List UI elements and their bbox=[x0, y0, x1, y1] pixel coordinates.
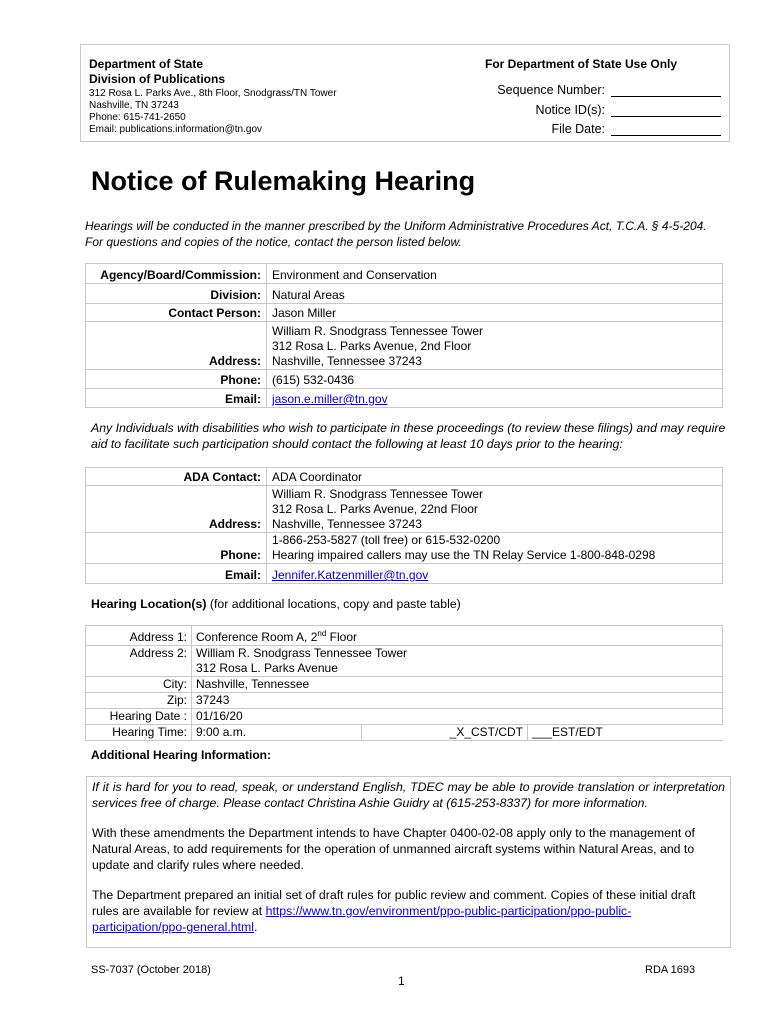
address-line: Nashville, Tennessee 37243 bbox=[272, 517, 422, 531]
address1-value bbox=[192, 626, 723, 646]
page-number: 1 bbox=[398, 974, 405, 988]
ada-email-label: Email: bbox=[86, 564, 267, 584]
address1-label: Address 1: bbox=[86, 626, 192, 646]
dept-address: 312 Rosa L. Parks Ave., 8th Floor, Snodgrass/TN Tower bbox=[89, 88, 337, 99]
hearing-location-table bbox=[85, 625, 723, 741]
phone-line: 1-866-253-5827 (toll free) or 615-532-0200 bbox=[272, 533, 501, 547]
ada-contact-value: ADA Coordinator bbox=[267, 468, 723, 486]
draft-rules-paragraph bbox=[92, 887, 725, 935]
address-line: 312 Rosa L. Parks Avenue, 22nd Floor bbox=[272, 502, 478, 516]
dept-email: Email: publications.information@tn.gov bbox=[89, 124, 263, 135]
email-label: Email: bbox=[86, 389, 267, 408]
contact-label: Contact Person: bbox=[86, 304, 267, 322]
notice-label: Notice ID(s): bbox=[535, 103, 605, 117]
division-value: Natural Areas bbox=[267, 284, 723, 304]
draft-rules-link[interactable]: https://www.tn.gov/environment/ppo-public-participation/ppo-public-participation/ppo-general.html bbox=[92, 904, 632, 934]
form-number: SS-7037 (October 2018) bbox=[91, 964, 211, 976]
est-option bbox=[528, 725, 723, 741]
address-line: Nashville, Tennessee 37243 bbox=[272, 354, 422, 368]
time-value: 9:00 a.m. bbox=[192, 725, 362, 741]
dept-city: Nashville, TN 37243 bbox=[89, 100, 179, 111]
ada-table bbox=[85, 467, 723, 584]
phone-value: (615) 532-0436 bbox=[267, 370, 723, 389]
additional-heading: Additional Hearing Information: bbox=[91, 748, 271, 762]
contact-value: Jason Miller bbox=[267, 304, 723, 322]
zip-value: 37243 bbox=[192, 693, 723, 709]
date-label: Hearing Date : bbox=[86, 709, 192, 725]
heading-bold: Hearing Location(s) bbox=[91, 597, 207, 611]
phone-line: Hearing impaired callers may use the TN Relay Service 1-800-848-0298 bbox=[272, 548, 656, 562]
time-label: Hearing Time: bbox=[86, 725, 192, 741]
city-label: City: bbox=[86, 677, 192, 693]
ada-phone-value bbox=[267, 533, 723, 564]
file-date-field[interactable] bbox=[552, 122, 722, 136]
draft-rules-text: The Department prepared an initial set of draft rules for public review and comment. Copies of these initial draft rules are available for review at bbox=[92, 888, 696, 918]
dept-name: Department of State bbox=[89, 57, 204, 71]
city-value: Nashville, Tennessee bbox=[192, 677, 723, 693]
address2-line: William R. Snodgrass Tennessee Tower bbox=[196, 646, 407, 660]
agency-label: Agency/Board/Commission: bbox=[86, 264, 267, 284]
address-value bbox=[267, 322, 723, 370]
use-only-title: For Department of State Use Only bbox=[485, 57, 678, 71]
page-title: Notice of Rulemaking Hearing bbox=[91, 166, 476, 196]
hearing-location-heading bbox=[91, 597, 461, 611]
translation-paragraph: If it is hard for you to read, speak, or understand English, TDEC may be able to provide translation or interpretation services free of charge. Please contact Christina Ashie Guidry at (615-253-8337) for more information. bbox=[92, 780, 725, 810]
est-text: ___EST/EDT bbox=[532, 725, 603, 739]
address2-value bbox=[192, 646, 723, 677]
address1-tail: Floor bbox=[326, 630, 357, 644]
date-value: 01/16/20 bbox=[192, 709, 723, 725]
address1-text: Conference Room A, 2 bbox=[196, 630, 318, 644]
header-box bbox=[80, 44, 730, 142]
heading-rest: (for additional locations, copy and paste table) bbox=[206, 597, 461, 611]
contact-email-link[interactable]: jason.e.miller@tn.gov bbox=[272, 392, 388, 406]
address-line: 312 Rosa L. Parks Avenue, 2nd Floor bbox=[272, 339, 472, 353]
rda-number: RDA 1693 bbox=[645, 964, 696, 976]
sequence-number-field[interactable] bbox=[497, 83, 721, 97]
intro-text: Hearings will be conducted in the manner prescribed by the Uniform Administrative Procedures Act, T.C.A. § 4-5-204. For questions and copies of the notice, contact the person listed below. bbox=[85, 219, 707, 249]
address2-line: 312 Rosa L. Parks Avenue bbox=[196, 661, 338, 675]
ada-contact-label: ADA Contact: bbox=[86, 468, 267, 486]
dept-phone: Phone: 615-741-2650 bbox=[89, 112, 186, 123]
address-label: Address: bbox=[86, 322, 267, 370]
address2-label: Address 2: bbox=[86, 646, 192, 677]
address1-sup: nd bbox=[317, 629, 327, 638]
notice-id-field[interactable] bbox=[536, 103, 721, 117]
agency-value: Environment and Conservation bbox=[267, 264, 723, 284]
division-name: Division of Publications bbox=[89, 72, 226, 86]
additional-info-box bbox=[86, 776, 731, 948]
address-line: William R. Snodgrass Tennessee Tower bbox=[272, 324, 483, 338]
division-label: Division: bbox=[86, 284, 267, 304]
draft-rules-suffix: . bbox=[254, 920, 258, 934]
agency-table bbox=[85, 263, 723, 408]
ada-email-link[interactable]: Jennifer.Katzenmiller@tn.gov bbox=[272, 568, 429, 582]
address-line: William R. Snodgrass Tennessee Tower bbox=[272, 487, 483, 501]
ada-intro-text: Any Individuals with disabilities who wish to participate in these proceedings (to review these filings) and may require aid to facilitate such participation should contact the following at least 10 days prior to the hearing: bbox=[91, 421, 726, 451]
amendments-paragraph: With these amendments the Department intends to have Chapter 0400-02-08 apply only to the management of Natural Areas, to add requirements for the operation of unmanned aircraft systems within Natural Areas, and to update and clarify rules where needed. bbox=[92, 826, 695, 872]
ada-phone-label: Phone: bbox=[86, 533, 267, 564]
ada-address-value bbox=[267, 486, 723, 533]
filedate-label: File Date: bbox=[551, 122, 605, 136]
phone-label: Phone: bbox=[86, 370, 267, 389]
ada-address-label: Address: bbox=[86, 486, 267, 533]
sequence-label: Sequence Number: bbox=[497, 83, 605, 97]
zip-label: Zip: bbox=[86, 693, 192, 709]
cst-option: _X_CST/CDT bbox=[362, 725, 528, 741]
